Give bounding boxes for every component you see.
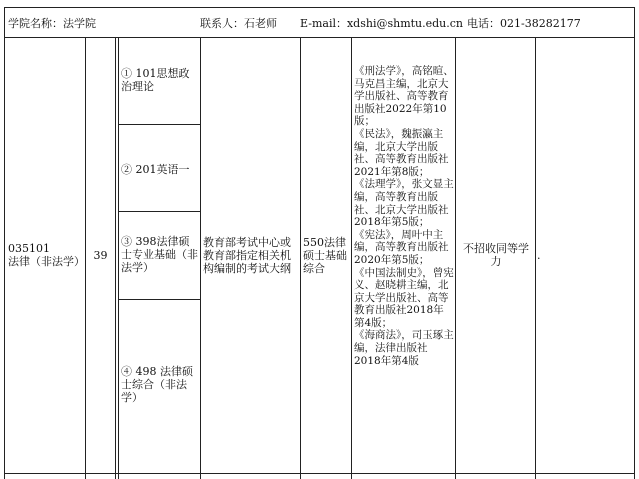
equivalent-education-policy: 不招收同等学力	[463, 242, 529, 268]
subject-divider	[118, 124, 201, 125]
remarks: .	[537, 248, 541, 262]
col-divider	[300, 37, 301, 479]
row-bottom-border	[4, 473, 635, 474]
col-divider	[200, 37, 201, 479]
subject-divider	[118, 211, 201, 212]
document-page	[4, 7, 635, 479]
email-address: E-mail：xdshi@shmtu.edu.cn	[300, 17, 464, 30]
contact-person: 联系人：石老师	[200, 17, 277, 30]
exam-subject-1: ① 101思想政治理论	[121, 67, 190, 93]
exam-outline: 教育部考试中心或教育部指定相关机构编制的考试大纲	[203, 235, 291, 275]
exam-subject-2: ② 201英语一	[121, 163, 190, 176]
reference-books: 《刑法学》，高铭暄、马克昌主编，北京大学出版社、高等教育出版社2022年第10版； 《民法》，魏振瀛主编，北京大学出版社、高等教育出版社2021年第8版； 《法理学》，张文显主编，高等教育出版社、北京大学出版社2018年第5版； 《宪法》，周叶中主编，高等教育出版社2020年第5版； 《中国法制史》，曾宪义、赵晓耕主编，北京大学出版社、高等教育出版社2018年第4版； 《海商法》，司玉琢主编，法律出版社2018年第4版	[354, 65, 454, 367]
major-code-name: 035101 法律（非法学）	[8, 242, 85, 268]
subject-550-combined: 550法律硕士基础综合	[303, 235, 347, 275]
col-divider	[115, 37, 116, 479]
table-right-border	[634, 7, 635, 479]
table-top-border	[4, 7, 635, 8]
phone-number: 电话：021-38282177	[467, 17, 581, 30]
college-name: 学院名称：法学院	[8, 17, 96, 30]
col-divider	[351, 37, 352, 479]
col-divider	[535, 37, 536, 479]
subject-divider	[118, 299, 201, 300]
exam-subject-4: ④ 498 法律硕士综合（非法学）	[121, 365, 193, 404]
enrollment-count: 39	[93, 248, 108, 262]
table-left-border	[4, 7, 5, 479]
exam-subject-3: ③ 398法律硕士专业基础（非法学）	[121, 235, 198, 274]
col-divider	[118, 37, 119, 479]
col-divider	[455, 37, 456, 479]
